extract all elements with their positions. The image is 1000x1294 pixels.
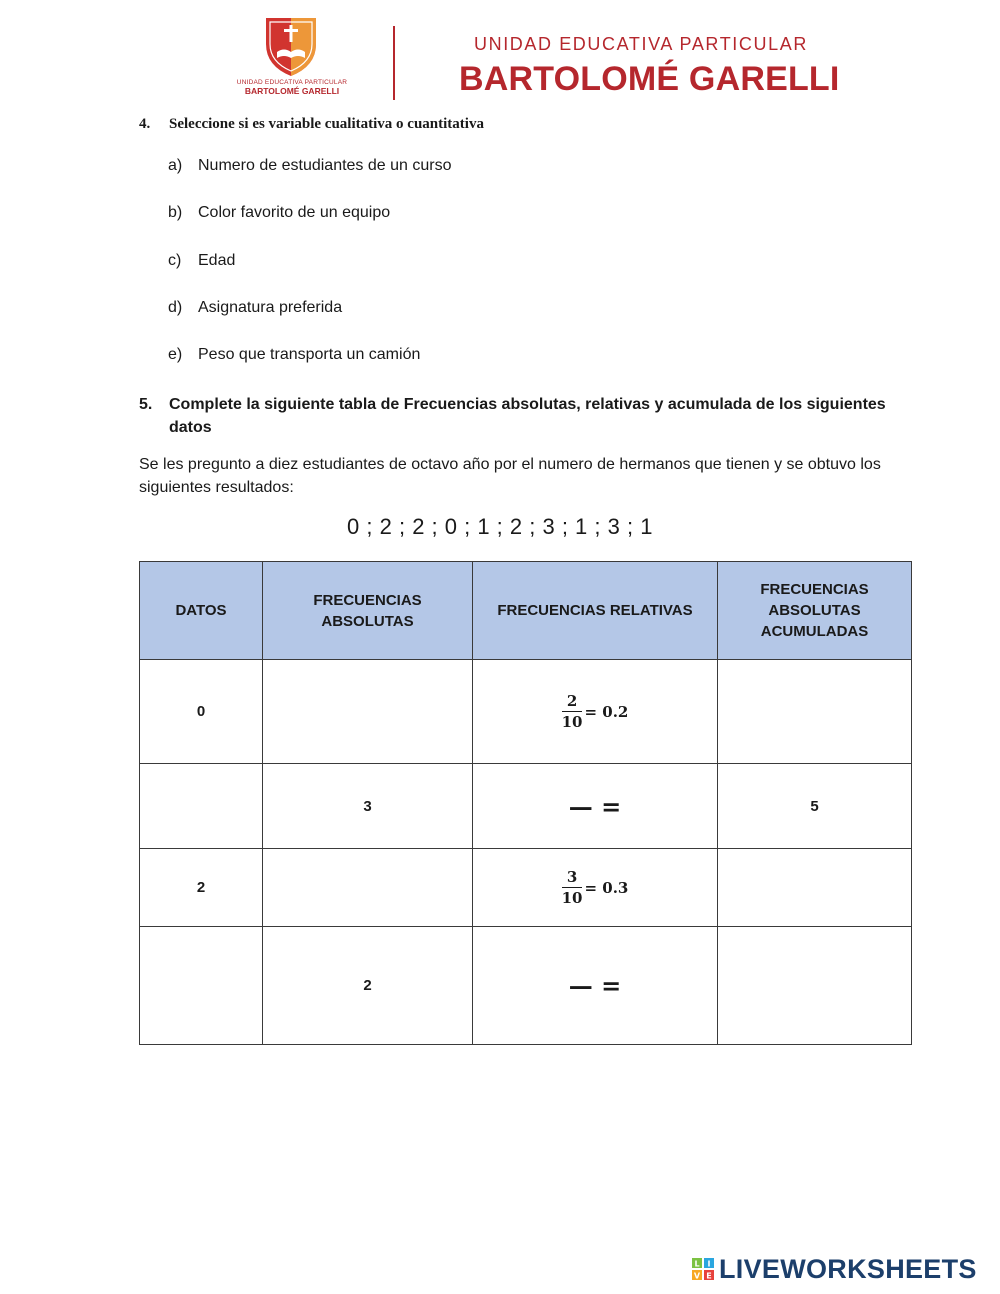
cell-absoluta: 3 (263, 764, 473, 849)
liveworksheets-logo (692, 1255, 977, 1283)
option-c (168, 252, 235, 270)
table-header-row (140, 562, 912, 660)
fraction (562, 868, 583, 907)
school-name-line2: BARTOLOMÉ GARELLI (459, 60, 840, 98)
fraction-bar (562, 711, 583, 712)
question-5-text: Complete la siguiente tabla de Frecuencias absolutas, relativas y acumulada de los siguientes datos (169, 396, 886, 436)
cell-relativa (473, 849, 718, 927)
school-shield-icon (264, 14, 318, 78)
page-header (0, 0, 1000, 110)
header-datos: DATOS (140, 562, 263, 660)
option-a (168, 157, 451, 175)
logo-caption-line2: BARTOLOMÉ GARELLI (244, 85, 340, 96)
question-5-number: 5. (139, 396, 153, 413)
question-4-number: 4. (139, 116, 151, 132)
cell-relativa[interactable] (473, 927, 718, 1045)
logo-caption (236, 80, 348, 96)
option-letter: e) (168, 346, 183, 363)
question-4-text: Seleccione si es variable cualitativa o cuantitativa (169, 116, 484, 132)
fraction-bar (562, 887, 583, 888)
option-letter: b) (168, 204, 183, 221)
option-letter: d) (168, 299, 183, 316)
cell-acumulada[interactable] (718, 927, 912, 1045)
school-name-line1: UNIDAD EDUCATIVA PARTICULAR (474, 34, 808, 54)
option-e (168, 346, 420, 364)
cell-dato: 2 (140, 849, 263, 927)
option-text: Numero de estudiantes de un curso (198, 157, 452, 174)
option-letter: a) (168, 157, 183, 174)
question-5-title (139, 393, 899, 439)
option-letter: c) (168, 252, 182, 269)
logo-badge-letter: L (694, 1259, 700, 1269)
cell-relativa (473, 660, 718, 764)
logo-badge-letter: I (707, 1259, 711, 1269)
table-row (140, 764, 912, 849)
cell-acumulada[interactable] (718, 849, 912, 927)
fraction-result: = 0.3 (584, 878, 629, 897)
cell-dato: 0 (140, 660, 263, 764)
fraction-result: = 0.2 (584, 702, 629, 721)
option-text: Asignatura preferida (198, 299, 343, 316)
blank-fraction: — = (568, 971, 622, 1000)
fraction-numerator: 2 (566, 692, 578, 710)
cell-acumulada[interactable] (718, 660, 912, 764)
logo-badge-letter: V (693, 1271, 701, 1280)
fraction-denominator: 10 (561, 889, 583, 907)
frequency-table (139, 561, 912, 1045)
table-row (140, 927, 912, 1045)
blank-fraction: — = (568, 791, 622, 821)
header-frecuencias-acumuladas: FRECUENCIAS ABSOLUTAS ACUMULADAS (718, 562, 912, 660)
option-text: Peso que transporta un camión (198, 346, 421, 363)
logo-badge-letter: E (706, 1271, 712, 1280)
cell-absoluta: 2 (263, 927, 473, 1045)
fraction-denominator: 10 (561, 713, 583, 731)
fraction (562, 692, 583, 731)
table-row (140, 660, 912, 764)
cell-relativa[interactable] (473, 764, 718, 849)
cell-acumulada: 5 (718, 764, 912, 849)
option-b (168, 204, 390, 222)
cell-dato[interactable] (140, 764, 263, 849)
question-5-intro: Se les pregunto a diez estudiantes de octavo año por el numero de hermanos que tienen y se obtuvo los siguientes resultados: (139, 456, 881, 496)
option-d (168, 299, 342, 317)
header-frecuencias-relativas: FRECUENCIAS RELATIVAS (473, 562, 718, 660)
option-text: Edad (198, 252, 236, 269)
question-4-title (139, 116, 484, 133)
cell-absoluta[interactable] (263, 849, 473, 927)
table-row (140, 849, 912, 927)
logo-caption-line1: UNIDAD EDUCATIVA PARTICULAR (236, 79, 348, 86)
cell-dato[interactable] (140, 927, 263, 1045)
liveworksheets-logo-icon (692, 1258, 714, 1280)
option-text: Color favorito de un equipo (198, 204, 391, 221)
liveworksheets-wordmark: LIVEWORKSHEETS (719, 1253, 977, 1284)
header-frecuencias-absolutas: FRECUENCIAS ABSOLUTAS (263, 562, 473, 660)
fraction-numerator: 3 (566, 868, 578, 886)
dataset-values: 0 ; 2 ; 2 ; 0 ; 1 ; 2 ; 3 ; 1 ; 3 ; 1 (347, 514, 653, 539)
cell-absoluta[interactable] (263, 660, 473, 764)
header-divider (393, 26, 395, 100)
